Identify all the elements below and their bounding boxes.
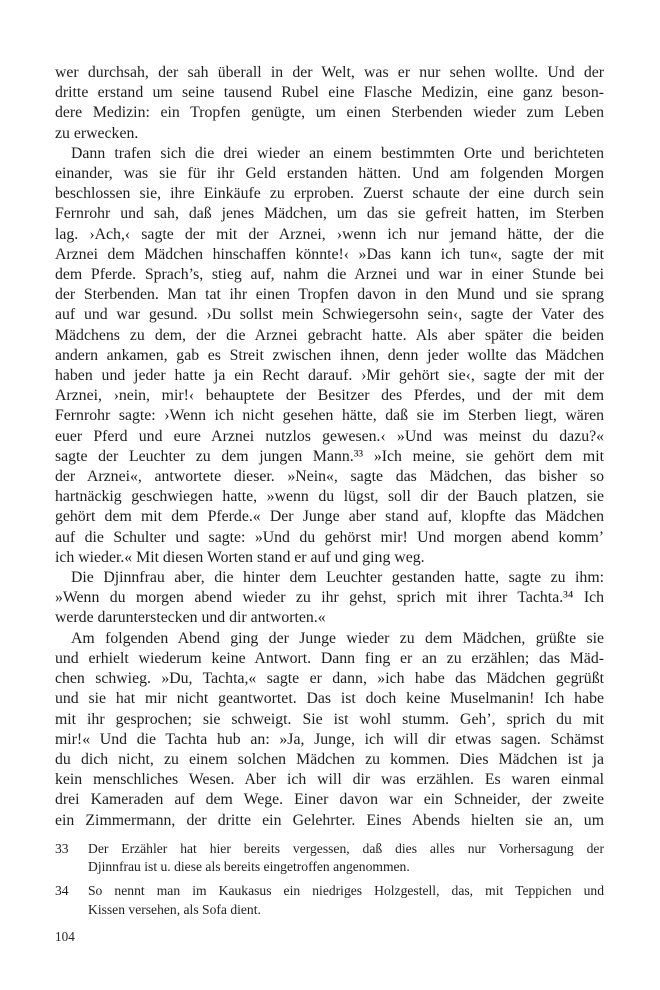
text-line: haben und jeder hatte ja ein Recht darauf. ›Mir gehört sie‹, sagte der mit der — [55, 367, 604, 385]
text-line: »Wenn du morgen abend wieder zu ihr gehst, sprich mit ihrer Tachta.³⁴ Ich — [55, 589, 604, 607]
text-line: andern ankamen, gab es Streit zwischen ihnen, denn jeder wollte das Mädchen — [55, 346, 604, 364]
footnote — [55, 840, 604, 877]
text-line: ein Zimmermann, der dritte ein Gelehrter. Eines Abends hielten sie an, um — [55, 811, 604, 829]
text-line: Dann trafen sich die drei wieder an einem bestimmten Orte und berichteten — [71, 144, 604, 162]
text-line: wer durchsah, der sah überall in der Welt, was er nur sehen wollte. Und der — [55, 64, 604, 81]
text-line: dem Pferde. Sprach’s, stieg auf, nahm die Arznei und war in einer Stunde bei — [55, 266, 604, 284]
text-line: und sie hat mir nicht geantwortet. Das ist doch keine Muselmanin! Ich habe — [55, 690, 604, 708]
text-line: euer Pferd und eure Arznei nutzlos gewesen.‹ »Und was meinst du dazu?« — [55, 427, 604, 445]
text-line: mir!« Und die Tachta hub an: »Ja, Junge, ich will dir etwas sagen. Schämst — [55, 730, 604, 748]
text-line: werde darunterstecken und dir antworten.« — [55, 609, 326, 627]
text-line: hartnäckig geschwiegen hatte, »wenn du lügst, soll dir der Bauch platzen, sie — [55, 488, 604, 506]
text-line: auf die Schulter und sagte: »Und du gehörst mir! Und morgen abend komm’ — [55, 528, 604, 546]
footnote — [55, 882, 604, 919]
text-line: Arznei dem Mädchen hinschaffen könnte!‹ »Das kann ich tun«, sagte der mit — [55, 245, 604, 263]
text-line: Fernrohr sagte: ›Wenn ich nicht gesehen hätte, daß sie im Sterben liegt, wären — [55, 407, 604, 425]
text-line: lag. ›Ach,‹ sagte der mit der Arznei, ›wenn ich nur jemand hätte, der die — [55, 225, 604, 243]
text-line: chen schwieg. »Du, Tachta,« sagte er dann, »ich habe das Mädchen gegrüßt — [55, 670, 604, 688]
text-line: Arznei, ›nein, mir!‹ behauptete der Besitzer des Pferdes, und der mit dem — [55, 387, 604, 405]
text-line: und erhielt wiederum keine Antwort. Dann fing er an zu erzählen; das Mäd- — [55, 649, 604, 667]
text-line: der Sterbenden. Man tat ihr einen Tropfen davon in den Mund und sie sprang — [55, 286, 604, 304]
text-line: sagte der Leuchter zu dem jungen Mann.³³ »Ich meine, sie gehört dem mit — [55, 447, 604, 465]
text-block — [55, 63, 604, 919]
text-line: der Arznei«, antwortete dieser. »Nein«, sagte das Mädchen, das bisher so — [55, 468, 604, 486]
text-line: dritte erstand um seine tausend Rubel eine Flasche Medizin, eine ganz beson- — [55, 84, 604, 102]
footnote-line: Der Erzähler hat hier bereits vergessen, daß dies alles nur Vorhersagung der — [88, 840, 604, 856]
text-line: mit ihr gesprochen; sie schweigt. Sie ist wohl stumm. Geh’, sprich du mit — [55, 710, 604, 728]
footnote-number: 33 — [55, 840, 69, 856]
text-line: drei Kameraden auf dem Wege. Einer davon war ein Schneider, der zweite — [55, 791, 604, 809]
text-line: Am folgenden Abend ging der Junge wieder zu dem Mädchen, grüßte sie — [71, 629, 604, 647]
page-number: 104 — [55, 929, 75, 944]
footnote-line: So nennt man im Kaukasus ein niedriges Holzgestell, das, mit Teppichen und — [88, 882, 604, 898]
text-line: beschlossen sie, ihre Einkäufe zu erproben. Zuerst schaute der eine durch sein — [55, 185, 604, 203]
text-line: dere Medizin: ein Tropfen genügte, um einen Sterbenden wieder zum Leben — [55, 104, 604, 122]
text-line: auf und war gesund. ›Du sollst mein Schwiegersohn sein‹, sagte der Vater des — [55, 306, 604, 324]
text-line: du dich nicht, zu einem solchen Mädchen zu kommen. Dies Mädchen ist ja — [55, 750, 604, 768]
text-line: Fernrohr und sah, daß jenes Mädchen, um das sie gefreit hatten, im Sterben — [55, 205, 604, 223]
text-line: zu erwecken. — [55, 124, 139, 142]
footnote-text — [88, 882, 604, 919]
footnotes — [55, 840, 604, 919]
footnote-number: 34 — [55, 882, 69, 898]
text-line: Mädchens zu dem, der die Arznei gebracht hatte. Als aber später die beiden — [55, 326, 604, 344]
footnote-line: Djinnfrau ist u. diese als bereits eingetroffen angenommen. — [88, 859, 410, 875]
body-text — [55, 63, 604, 831]
footnote-line: Kissen versehen, als Sofa dient. — [88, 901, 261, 917]
text-line: einander, was sie für ihr Geld erstanden hätten. Und am folgenden Morgen — [55, 165, 604, 183]
paragraph — [55, 144, 604, 568]
text-line: gehört dem mit dem Pferde.« Der Junge aber stand auf, klopfte das Mädchen — [55, 508, 604, 526]
text-line: kein menschliches Wesen. Aber ich will dir was erzählen. Es waren einmal — [55, 771, 604, 789]
footnote-text — [88, 840, 604, 877]
paragraph — [55, 568, 604, 629]
text-line: Die Djinnfrau aber, die hinter dem Leuchter gestanden hatte, sagte zu ihm: — [71, 569, 604, 587]
paragraph — [55, 629, 604, 831]
text-line: ich wieder.« Mit diesen Worten stand er auf und ging weg. — [55, 548, 425, 566]
paragraph — [55, 63, 604, 144]
